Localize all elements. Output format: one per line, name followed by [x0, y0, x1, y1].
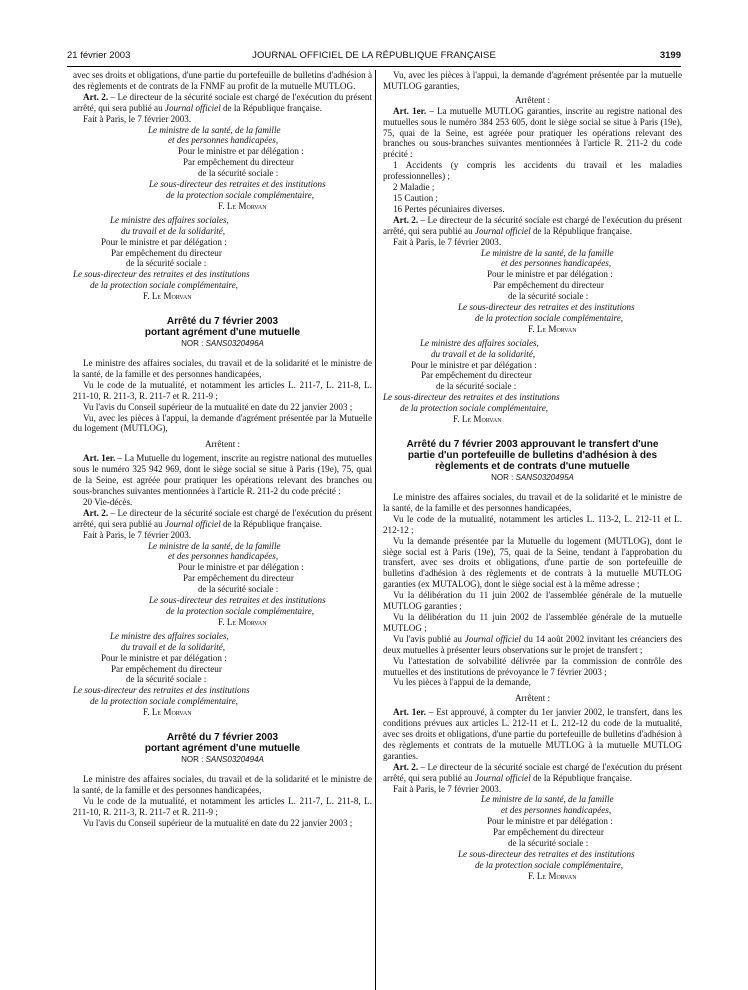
signature-block: Le ministre de la santé, de la famille et des personnes handicapées, Pour le ministre et par délégation : Par empêchement du directeur de la sécurité sociale : Le sous-directeur des retraites et des institutions de la protection sociale complémentaire, F. Le Morvan Le ministre des affaires sociales, du travail et de la solidarité, Pour le ministre et par délégation : Par empêchement du directeur de la sécurité sociale : Le sous-directeur des retraites et des institutions de la protection sociale complémentaire, F. Le Morvan: [383, 247, 635, 425]
done-at: Fait à Paris, le 7 février 2003.: [83, 113, 192, 124]
nor-reference: NOR : SANS0320494A: [181, 755, 264, 765]
signature-block: Le ministre de la santé, de la famille et des personnes handicapées, Pour le ministre et par délégation : Par empêchement du directeur de la sécurité sociale : Le sous-directeur des retraites et des institutions de la protection sociale complémentaire, F. Le Morvan Le ministre des affaires sociales, du travail et de la solidarité, Pour le ministre et par délégation : Par empêchement du directeur de la sécurité sociale : Le sous-directeur des retraites et des institutions de la protection sociale complémentaire, F. Le Morvan: [73, 124, 326, 302]
header-date: 21 février 2003: [67, 50, 131, 61]
article-1: Art. 1er. – La mutuelle MUTLOG garanties, inscrite au registre national des mutuelles sous le numéro 384 253 605, dont le siège social se situe à Paris (19e), 75, quai de la Seine, est agréée pour pratiquer les opérations relevant des branches ou sous-branches suivantes mentionnées à l'article R. 211-2 du code précité :: [383, 105, 682, 160]
decree-title: Arrêté du 7 février 2003 approuvant le transfert d'une partie d'un portefeuille de bulletins d'adhésion à des règlements et de contrats d'une mutuelle: [406, 439, 659, 472]
arretent: Arrêtent :: [204, 439, 241, 450]
continued-paragraph: Vu, avec les pièces à l'appui, la demande d'agrément présentée par la mutuelle MUTLOG garanties,: [383, 70, 682, 91]
page-header: [67, 50, 681, 64]
header-journal-title: JOURNAL OFFICIEL DE LA RÉPUBLIQUE FRANÇAISE: [252, 50, 496, 61]
article-2: Art. 2. – Le directeur de la sécurité sociale est chargé de l'exécution du présent arrêté, qui sera publié au Journal officiel de la République française.: [383, 214, 682, 236]
arretent: Arrêtent :: [514, 693, 551, 704]
list-item: 2 Maladie ;: [393, 182, 435, 193]
article-2: Art. 2. – Le directeur de la sécurité sociale est chargé de l'exécution du présent arrêté, qui sera publié au Journal officiel de la République française.: [383, 761, 682, 783]
header-page-number: 3199: [659, 50, 681, 61]
decree-title: Arrêté du 7 février 2003 portant agrément d'une mutuelle: [144, 316, 301, 339]
done-at: Fait à Paris, le 7 février 2003.: [83, 529, 192, 540]
header-rule: [67, 66, 681, 67]
list-item: 15 Caution ;: [393, 192, 438, 203]
list-item: 16 Pertes pécuniaires diverses.: [393, 203, 505, 214]
article-1: Art. 1er. – Est approuvé, à compter du 1er janvier 2002, le transfert, dans les conditions prévues aux articles L. 212-11 et L. 212-12 du code de la mutualité, avec ses droits et obligations, d'une partie du portefeuille de bulletins d'adhésion à des règlements et contrats de la mutuelle MUTLOG à la mutuelle MUTLOG garanties.: [383, 707, 682, 761]
decree-title: Arrêté du 7 février 2003 portant agrément d'une mutuelle: [144, 732, 301, 755]
article-1: Art. 1er. – La Mutuelle du logement, inscrite au registre national des mutuelles sous le numéro 325 942 969, dont le siège social se situe à Paris (19e), 75, quai de la Seine, est agréée pour pratiquer les opérations relevant des branches ou sous-branches suivantes mentionnées à l'article R. 211-2 du code précité :: [73, 453, 372, 496]
left-column: avec ses droits et obligations, d'une partie du portefeuille de bulletins d'adhésion à des règlements et de contrats de la FNMF au profit de la mutuelle MUTLOG. Art. 2. – Le directeur de la sécurité sociale est chargé de l'exécution du présent arrêté, qui sera publié au Journal officiel de la République française. Fait à Paris, le 7 février 2003. Le ministre de la santé, de la famille et des personnes handicapées, Pour le ministre et par délégation : Par empêchement du directeur de la sécurité sociale : Le sous-directeur des retraites et des institutions de la protection sociale complémentaire, F. Le Morvan Le ministre des affaires sociales, du travail et de la solidarité, Pour le ministre et par délégation : Par empêchement du directeur de la sécurité sociale : Le sous-directeur des retraites et des institutions de la protection sociale complémentaire, F. Le Morvan Arrêté du 7 février 2003 portant agrément d'une mutuelle NOR : SANS0320496A Le ministre des affaires sociales, du travail et de la solidarité et le ministre de la santé, de la famille et des personnes handicapées, Vu le code de la mutualité, et notamment les articles L. 211-7, L. 211-8, L. 211-10, R. 211-3, R. 211-7 et R. 211-9 ; Vu l'avis du Conseil supérieur de la mutualité en date du 22 janvier 2003 ; Vu, avec les pièces à l'appui, la demande d'agrément présentée par la Mutuelle du logement (MUTLOG), Arrêtent : Art. 1er. – La Mutuelle du logement, inscrite au registre national des mutuelles sous le numéro 325 942 969, dont le siège social se situe à Paris (19e), 75, quai de la Seine, est agréée pour pratiquer les opérations relevant des branches ou sous-branches suivantes mentionnées à l'article R. 211-2 du code précité : 20 Vie-décès. Art. 2. – Le directeur de la sécurité sociale est chargé de l'exécution du présent arrêté, qui sera publié au Journal officiel de la République française. Fait à Paris, le 7 février 2003. Le ministre de la santé, de la famille et des personnes handicapées, Pour le ministre et par délégation : Par empêchement du directeur de la sécurité sociale : Le sous-directeur des retraites et des institutions de la protection sociale complémentaire, F. Le Morvan Le ministre des affaires sociales, du travail et de la solidarité, Pour le ministre et par délégation : Par empêchement du directeur de la sécurité sociale : Le sous-directeur des retraites et des institutions de la protection sociale complémentaire, F. Le Morvan Arrêté du 7 février 2003 portant agrément d'une mutuelle NOR : SANS0320494A Le ministre des affaires sociales, du travail et de la solidarité et le ministre de la santé, de la famille et des personnes handicapées, Vu le code de la mutualité, et notamment les articles L. 211-7, L. 211-8, L. 211-10, R. 211-3, R. 211-7 et R. 211-9 ; Vu l'avis du Conseil supérieur de la mutualité en date du 22 janvier 2003 ;: [73, 70, 372, 828]
column-separator: [375, 70, 376, 990]
article-2: Art. 2. – Le directeur de la sécurité sociale est chargé de l'exécution du présent arrêté, qui sera publié au Journal officiel de la République française.: [73, 91, 372, 113]
branch-list: [383, 160, 682, 215]
article-2: Art. 2. – Le directeur de la sécurité sociale est chargé de l'exécution du présent arrêté, qui sera publié au Journal officiel de la République française.: [73, 507, 372, 529]
continued-paragraph: avec ses droits et obligations, d'une partie du portefeuille de bulletins d'adhésion à des règlements et de contrats de la FNMF au profit de la mutuelle MUTLOG.: [73, 70, 372, 91]
done-at: Fait à Paris, le 7 février 2003.: [393, 236, 502, 247]
signature-block: Le ministre de la santé, de la famille et des personnes handicapées, Pour le ministre et par délégation : Par empêchement du directeur de la sécurité sociale : Le sous-directeur des retraites et des institutions de la protection sociale complémentaire, F. Le Morvan: [458, 794, 635, 881]
nor-reference: NOR : SANS0320495A: [491, 473, 574, 482]
arretent: Arrêtent :: [514, 94, 551, 105]
right-column: Vu, avec les pièces à l'appui, la demande d'agrément présentée par la mutuelle MUTLOG garanties, Arrêtent : Art. 1er. – La mutuelle MUTLOG garanties, inscrite au registre national des mutuelles sous le numéro 384 253 605, dont le siège social se situe à Paris (19e), 75, quai de la Seine, est agréée pour pratiquer les opérations relevant des branches ou sous-branches suivantes mentionnées à l'article R. 211-2 du code précité : 1 Accidents (y compris les accidents du travail et les maladies professionnelles) ; 2 Maladie ; 15 Caution ; 16 Pertes pécuniaires diverses. Art. 2. – Le directeur de la sécurité sociale est chargé de l'exécution du présent arrêté, qui sera publié au Journal officiel de la République française. Fait à Paris, le 7 février 2003. Le ministre de la santé, de la famille et des personnes handicapées, Pour le ministre et par délégation : Par empêchement du directeur de la sécurité sociale : Le sous-directeur des retraites et des institutions de la protection sociale complémentaire, F. Le Morvan Le ministre des affaires sociales, du travail et de la solidarité, Pour le ministre et par délégation : Par empêchement du directeur de la sécurité sociale : Le sous-directeur des retraites et des institutions de la protection sociale complémentaire, F. Le Morvan Arrêté du 7 février 2003 approuvant le transfert d'une partie d'un portefeuille de bulletins d'adhésion à des règlements et de contrats d'une mutuelle NOR : SANS0320495A Le ministre des affaires sociales, du travail et de la solidarité et le ministre de la santé, de la famille et des personnes handicapées, Vu le code de la mutualité, notamment les articles L. 113-2, L. 212-11 et L. 212-12 ; Vu la demande présentée par la Mutuelle du logement (MUTLOG), dont le siège social est à Paris (19e), 75, quai de la Seine, tendant à l'approbation du transfert, avec ses droits et obligations, d'une partie de son portefeuille de bulletins d'adhésion à des règlements et de contrats à la mutuelle MUTLOG garanties (ex MUTALOG), dont le siège social est à la même adresse ; Vu la délibération du 11 juin 2002 de l'assemblée générale de la mutuelle MUTLOG garanties ; Vu la délibération du 11 juin 2002 de l'assemblée générale de la mutuelle MUTLOG ; Vu l'avis publié au Journal officiel du 14 août 2002 invitant les créanciers des deux mutuelles à présenter leurs observations sur le projet de transfert ; Vu l'attestation de solvabilité délivrée par la commission de contrôle des mutuelles et des institutions de prévoyance le 7 février 2003 ; Vu les pièces à l'appui de la demande, Arrêtent : Art. 1er. – Est approuvé, à compter du 1er janvier 2002, le transfert, dans les conditions prévues aux articles L. 212-11 et L. 212-12 du code de la mutualité, avec ses droits et obligations, d'une partie du portefeuille de bulletins d'adhésion à des règlements et contrats de la mutuelle MUTLOG à la mutuelle MUTLOG garanties. Art. 2. – Le directeur de la sécurité sociale est chargé de l'exécution du présent arrêté, qui sera publié au Journal officiel de la République française. Fait à Paris, le 7 février 2003. Le ministre de la santé, de la famille et des personnes handicapées, Pour le ministre et par délégation : Par empêchement du directeur de la sécurité sociale : Le sous-directeur des retraites et des institutions de la protection sociale complémentaire, F. Le Morvan: [383, 70, 682, 881]
done-at: Fait à Paris, le 7 février 2003.: [393, 783, 502, 794]
signature-block: Le ministre de la santé, de la famille et des personnes handicapées, Pour le ministre et par délégation : Par empêchement du directeur de la sécurité sociale : Le sous-directeur des retraites et des institutions de la protection sociale complémentaire, F. Le Morvan Le ministre des affaires sociales, du travail et de la solidarité, Pour le ministre et par délégation : Par empêchement du directeur de la sécurité sociale : Le sous-directeur des retraites et des institutions de la protection sociale complémentaire, F. Le Morvan: [73, 540, 326, 718]
nor-reference: NOR : SANS0320496A: [181, 339, 264, 349]
list-item: 1 Accidents (y compris les accidents du travail et les maladies professionnelles) ;: [383, 160, 682, 182]
